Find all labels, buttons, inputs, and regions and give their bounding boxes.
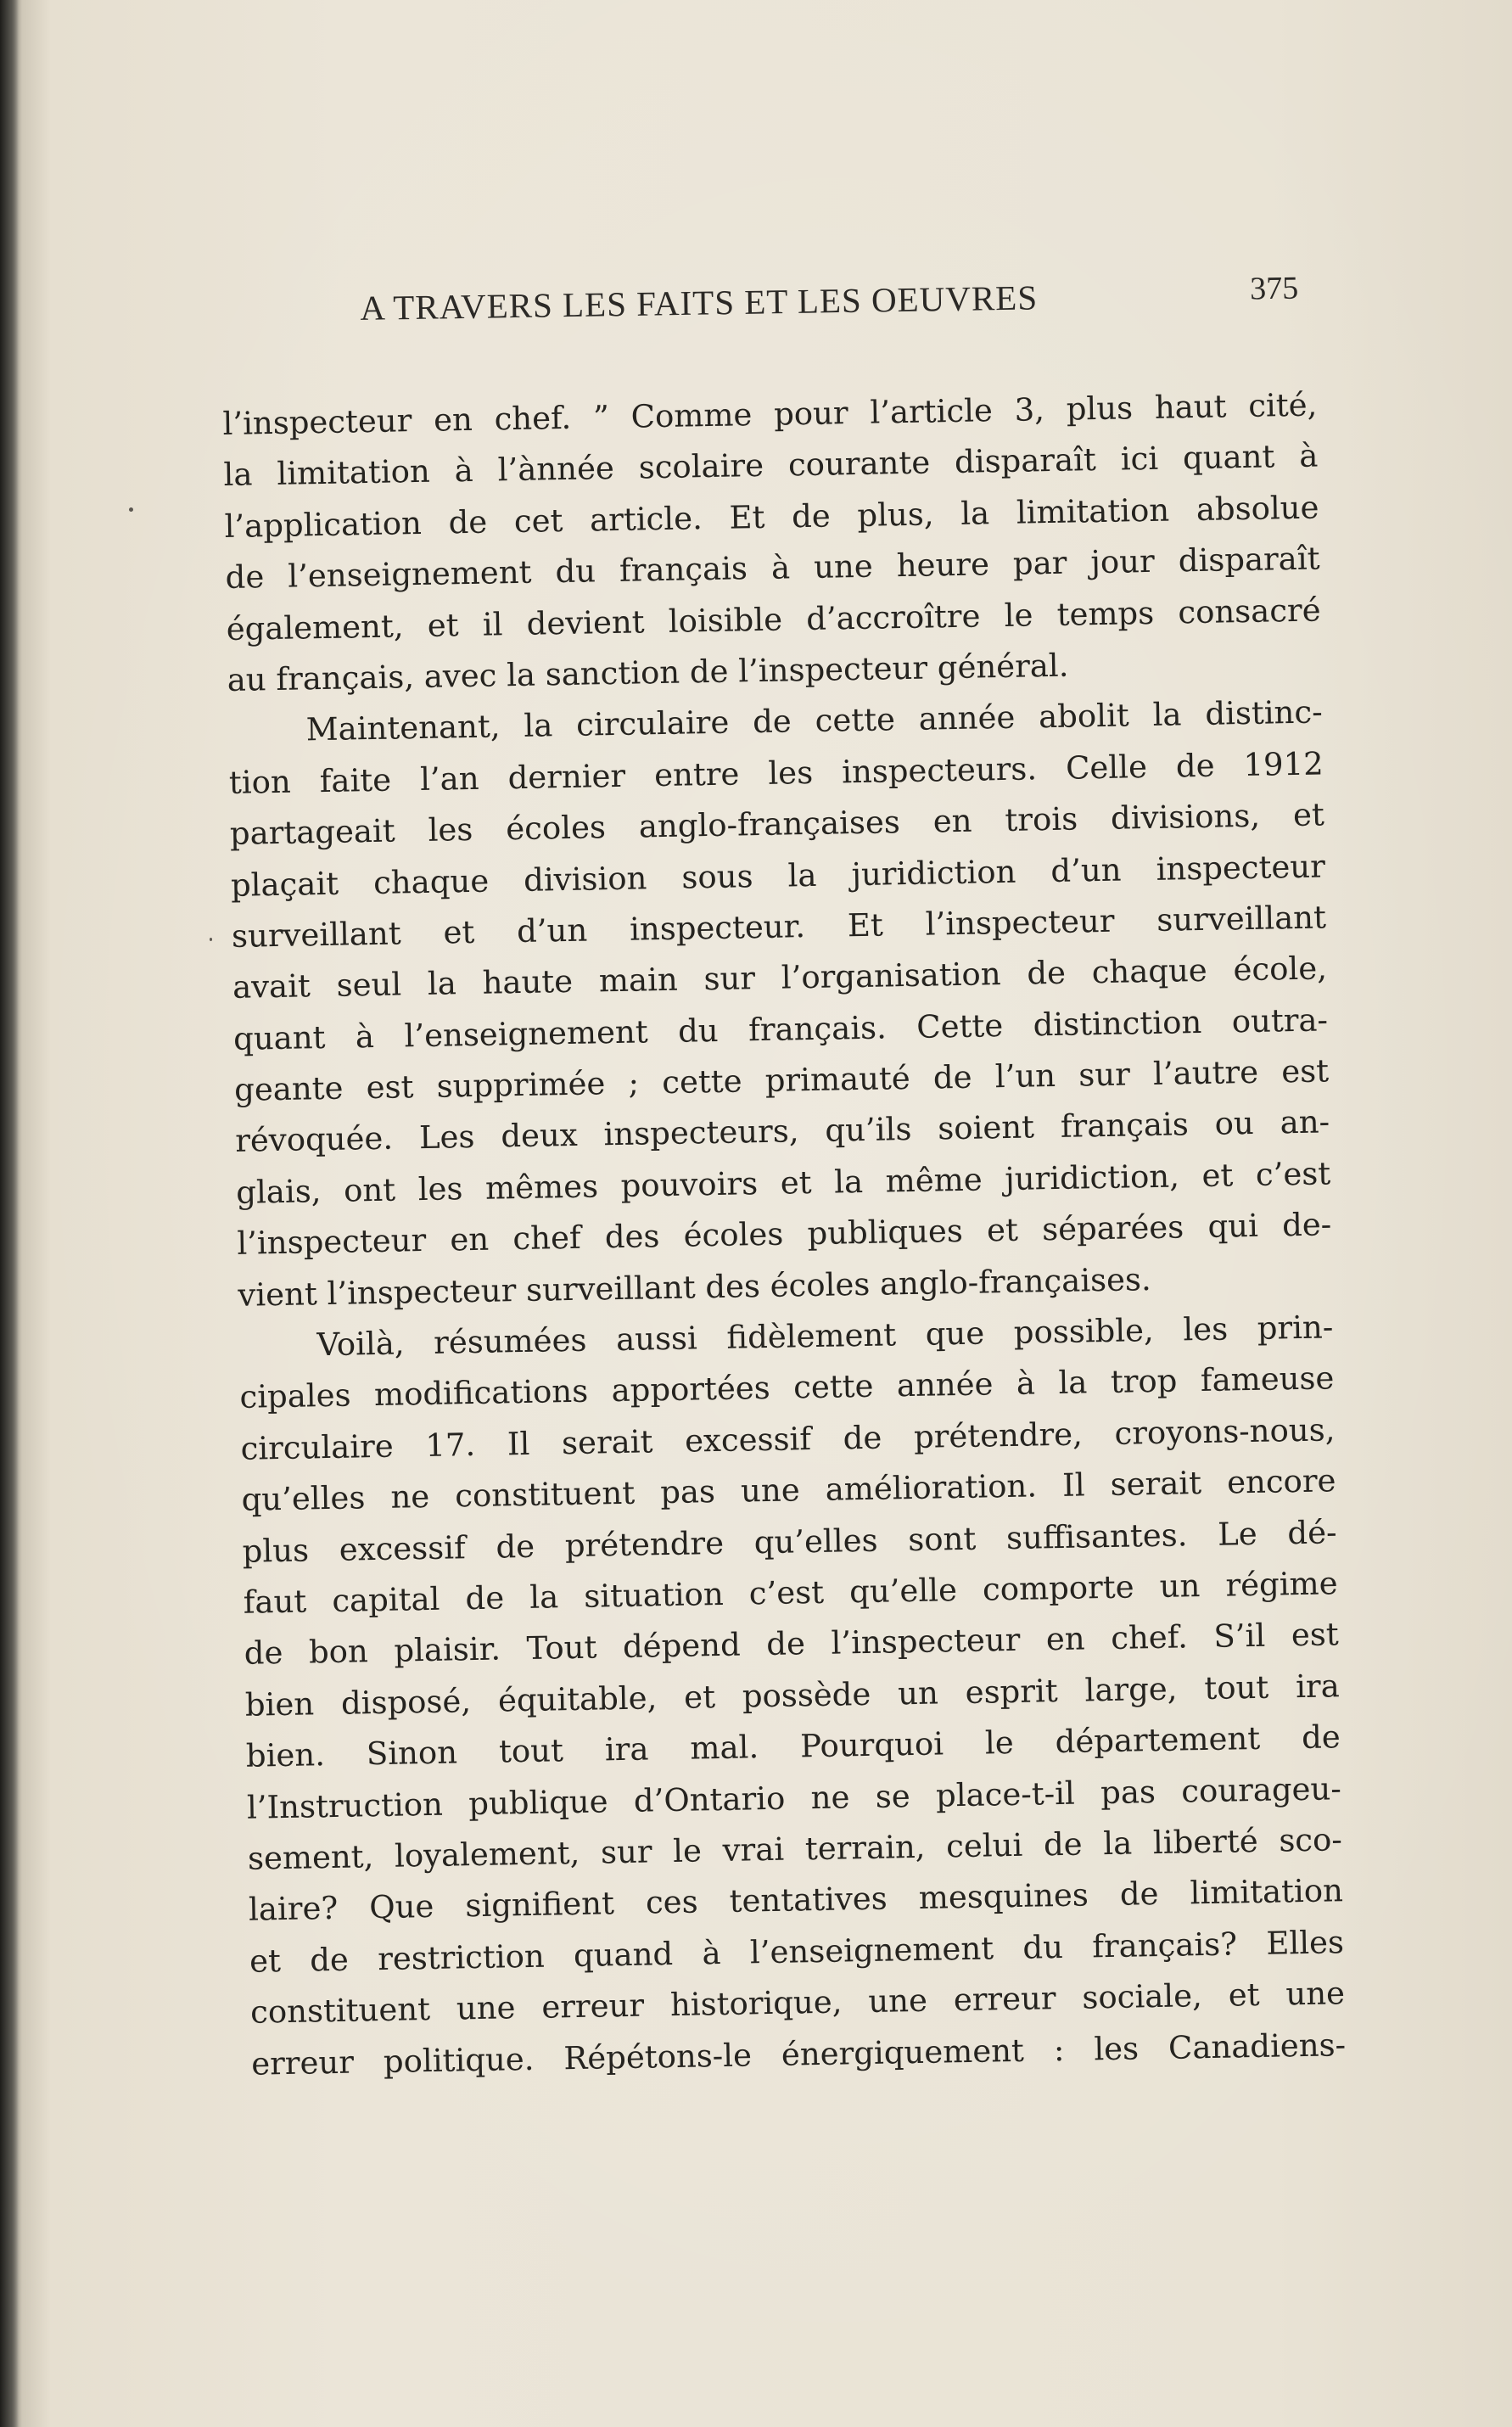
text-line: sement, loyalement, sur le vrai terrain, celui de la liberté sco- xyxy=(247,1821,1343,1877)
text-line: cipales modifications apportées cette année à la trop fameuse xyxy=(239,1359,1335,1416)
text-line: bien. Sinon tout ira mal. Pourquoi le département de xyxy=(245,1718,1341,1774)
paper-speck xyxy=(210,938,212,941)
text-line: bien disposé, équitable, et possède un esprit large, tout ira xyxy=(244,1668,1341,1724)
text-line: partageait les écoles anglo-françaises en trois divisions, et xyxy=(229,796,1325,853)
text-line: de l’enseignement du français à une heure par jour disparaît xyxy=(225,540,1320,597)
text-line: l’application de cet article. Et de plus, la limitation absolue xyxy=(224,489,1319,545)
text-line: Maintenant, la circulaire de cette année abolit la distinc- xyxy=(305,693,1324,748)
text-line: l’inspecteur en chef des écoles publiques et séparées qui de- xyxy=(237,1206,1332,1263)
text-line: faut capital de la situation c’est qu’elle comporte un régime xyxy=(243,1565,1338,1621)
text-line: erreur politique. Répétons-le énergiquement : les Canadiens- xyxy=(250,2026,1347,2082)
text-line: vient l’inspecteur surveillant des écoles anglo-françaises. xyxy=(238,1260,1152,1314)
body-text xyxy=(222,379,1347,2089)
text-line: laire? Que signifient ces tentatives mesquines de limitation xyxy=(248,1872,1344,1929)
text-line: glais, ont les mêmes pouvoirs et la même juridiction, et c’est xyxy=(235,1155,1331,1211)
running-title: A TRAVERS LES FAITS ET LES OEUVRES xyxy=(360,277,1039,328)
text-line: l’inspecteur en chef. ” Comme pour l’article 3, plus haut cité, xyxy=(222,386,1318,442)
paper-speck xyxy=(129,507,133,512)
text-line: surveillant et d’un inspecteur. Et l’inspecteur surveillant xyxy=(231,899,1327,955)
text-line: l’Instruction publique d’Ontario ne se place-t-il pas courageu- xyxy=(246,1769,1342,1826)
text-line: plaçait chaque division sous la juridiction d’un inspecteur xyxy=(230,847,1326,904)
text-line: quant à l’enseignement du français. Cette distinction outra- xyxy=(232,1001,1329,1057)
text-line: circulaire 17. Il serait excessif de prétendre, croyons-nous, xyxy=(240,1411,1336,1467)
text-line: tion faite l’an dernier entre les inspecteurs. Celle de 1912 xyxy=(228,745,1324,801)
text-line: et de restriction quand à l’enseignement du français? Elles xyxy=(249,1923,1345,1980)
text-line: avait seul la haute main sur l’organisation de chaque école, xyxy=(232,950,1328,1006)
text-line: au français, avec la sanction de l’inspecteur général. xyxy=(227,647,1069,698)
text-line: constituent une erreur historique, une erreur sociale, et une xyxy=(249,1975,1346,2031)
text-line: qu’elles ne constituent pas une amélioration. Il serait encore xyxy=(241,1462,1336,1519)
binding-shadow xyxy=(0,0,19,2427)
running-head xyxy=(356,270,1299,335)
text-line: plus excessif de prétendre qu’elles sont suffisantes. Le dé- xyxy=(242,1513,1337,1570)
text-line: Voilà, résumées aussi fidèlement que possible, les prin- xyxy=(316,1309,1334,1364)
page-number: 375 xyxy=(1249,270,1299,307)
text-line: geante est supprimée ; cette primauté de l’un sur l’autre est xyxy=(233,1052,1330,1108)
text-line: révoquée. Les deux inspecteurs, qu’ils soient français ou an- xyxy=(234,1103,1330,1160)
text-line: la limitation à l’ànnée scolaire courante disparaît ici quant à xyxy=(223,437,1319,494)
text-line: également, et il devient loisible d’accroître le temps consacré xyxy=(226,591,1321,647)
text-line: de bon plaisir. Tout dépend de l’inspecteur en chef. S’il est xyxy=(244,1616,1339,1673)
